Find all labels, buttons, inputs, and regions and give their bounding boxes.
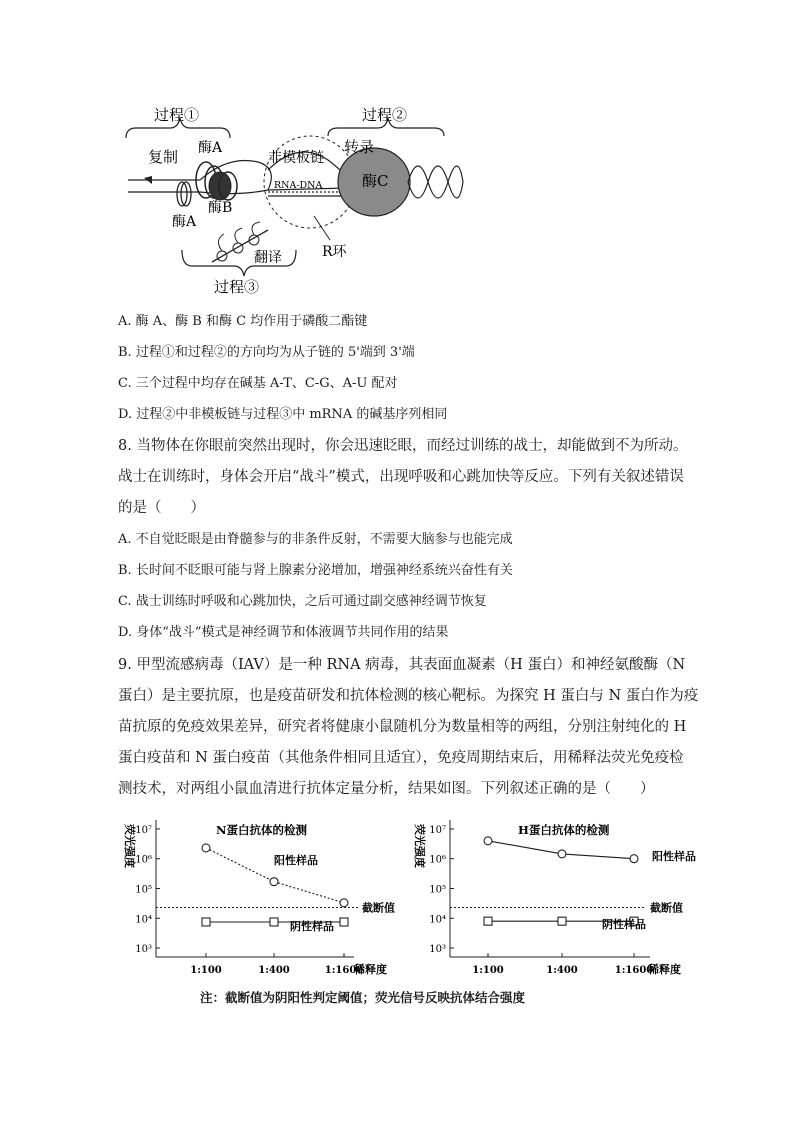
y-tick-label: 10⁴	[429, 914, 446, 926]
series-label-negative: 阴性样品	[602, 918, 646, 931]
data-point-negative	[202, 918, 210, 926]
nontemplate-label: 非模板链	[268, 150, 324, 166]
data-point-negative	[558, 917, 566, 925]
y-tick-label: 10⁵	[429, 884, 446, 896]
q8-stem-line-1: 8. 当物体在你眼前突然出现时，你会迅速眨眼，而经过训练的战士，却能做到不为所动。	[118, 438, 688, 454]
enzymeC-label: 酶C	[362, 172, 389, 190]
series-label-negative: 阴性样品	[290, 920, 334, 933]
q8-option-a: A. 不自觉眨眼是由脊髓参与的非条件反射，不需要大脑参与也能完成	[118, 532, 513, 547]
x-axis-label: 稀释度	[354, 963, 387, 976]
y-tick-label: 10⁶	[135, 854, 152, 866]
y-tick-label: 10⁴	[135, 914, 152, 926]
enzymeB-label: 酶B	[208, 200, 233, 216]
rnadna-label: RNA-DNA	[274, 180, 323, 191]
y-axis-label: 荧光强度	[123, 824, 136, 868]
process2-label: 过程②	[362, 106, 408, 124]
chart-title: N蛋白抗体的检测	[216, 823, 308, 837]
process1-label: 过程①	[154, 106, 200, 124]
x-tick-label: 1:1600	[614, 965, 654, 976]
q9-stem-line-3: 苗抗原的免疫效果差异，研究者将健康小鼠随机分为数量相等的两组，分别注射纯化的 H	[118, 719, 687, 735]
q9-stem-line-2: 蛋白）是主要抗原，也是疫苗研发和抗体检测的核心靶标。为探究 H 蛋白与 N 蛋白作为疫	[118, 688, 699, 704]
cutoff-label: 截断值	[650, 901, 683, 915]
series-label-positive: 阳性样品	[652, 850, 696, 863]
cutoff-label: 截断值	[362, 901, 395, 915]
q7-option-c: C. 三个过程中均存在碱基 A-T、C-G、A-U 配对	[118, 376, 398, 391]
y-tick-label: 10³	[429, 944, 446, 956]
x-tick-label: 1:400	[546, 965, 578, 976]
chart-h-protein	[410, 812, 720, 984]
q7-option-a: A. 酶 A、酶 B 和酶 C 均作用于磷酸二酯键	[118, 314, 368, 329]
enzymeB-shape	[209, 172, 231, 200]
x-tick-label: 1:400	[258, 965, 290, 976]
chart-n-protein	[118, 812, 418, 984]
rloop-pointer	[314, 216, 330, 240]
q7-option-d: D. 过程②中非模板链与过程③中 mRNA 的碱基序列相同	[118, 407, 448, 422]
translation-label: 翻译	[254, 250, 282, 266]
series-label-positive: 阳性样品	[274, 854, 318, 867]
rloop-label: R环	[322, 244, 347, 260]
x-tick-label: 1:100	[472, 965, 504, 976]
q9-stem-line-5: 测技术，对两组小鼠血清进行抗体定量分析，结果如图。下列叙述正确的是（ ）	[118, 781, 655, 797]
q7-option-b: B. 过程①和过程②的方向均为从子链的 5'端到 3'端	[118, 345, 415, 360]
y-tick-label: 10⁷	[135, 824, 152, 836]
transcription-label: 转录	[344, 138, 375, 156]
data-point-negative	[484, 917, 492, 925]
replication-label: 复制	[148, 148, 179, 166]
enzymeA-bottom-label: 酶A	[172, 214, 197, 230]
q9-stem-line-4: 蛋白疫苗和 N 蛋白疫苗（其他条件相同且适宜），免疫周期结束后，用稀释法荧光免疫检	[118, 750, 684, 766]
data-point-positive	[202, 844, 210, 852]
q8-option-b: B. 长时间不眨眼可能与肾上腺素分泌增加，增强神经系统兴奋性有关	[118, 563, 513, 578]
q8-option-d: D. 身体“战斗”模式是神经调节和体液调节共同作用的结果	[118, 625, 449, 640]
data-point-positive	[340, 899, 348, 907]
q8-option-c: C. 战士训练时呼吸和心跳加快，之后可通过副交感神经调节恢复	[118, 594, 487, 609]
x-axis-label: 稀释度	[648, 963, 681, 976]
x-tick-label: 1:1600	[324, 965, 364, 976]
y-axis-label: 荧光强度	[413, 824, 426, 868]
data-point-positive	[558, 850, 566, 858]
data-point-negative	[340, 918, 348, 926]
data-point-positive	[630, 855, 638, 863]
y-tick-label: 10³	[135, 944, 152, 956]
process3-label: 过程③	[214, 278, 260, 296]
data-point-positive	[270, 878, 278, 886]
gene-expression-diagram	[118, 100, 478, 300]
q8-stem-line-3: 的是（ ）	[118, 500, 205, 516]
dna-helix-right	[408, 166, 463, 198]
ribosome-2	[233, 243, 243, 253]
chart-note: 注：截断值为阴阳性判定阈值；荧光信号反映抗体结合强度	[200, 990, 526, 1005]
q9-stem-line-1: 9. 甲型流感病毒（IAV）是一种 RNA 病毒，其表面血凝素（H 蛋白）和神经氨酸酶（N	[118, 657, 686, 673]
y-tick-label: 10⁶	[429, 854, 446, 866]
x-tick-label: 1:100	[190, 965, 222, 976]
data-point-negative	[270, 918, 278, 926]
chart-title: H蛋白抗体的检测	[518, 823, 610, 837]
enzymeA-top-label: 酶A	[198, 140, 223, 156]
y-tick-label: 10⁷	[429, 824, 446, 836]
q8-stem-line-2: 战士在训练时，身体会开启“战斗”模式，出现呼吸和心跳加快等反应。下列有关叙述错误	[118, 469, 684, 485]
y-tick-label: 10⁵	[135, 884, 152, 896]
data-point-positive	[484, 837, 492, 845]
